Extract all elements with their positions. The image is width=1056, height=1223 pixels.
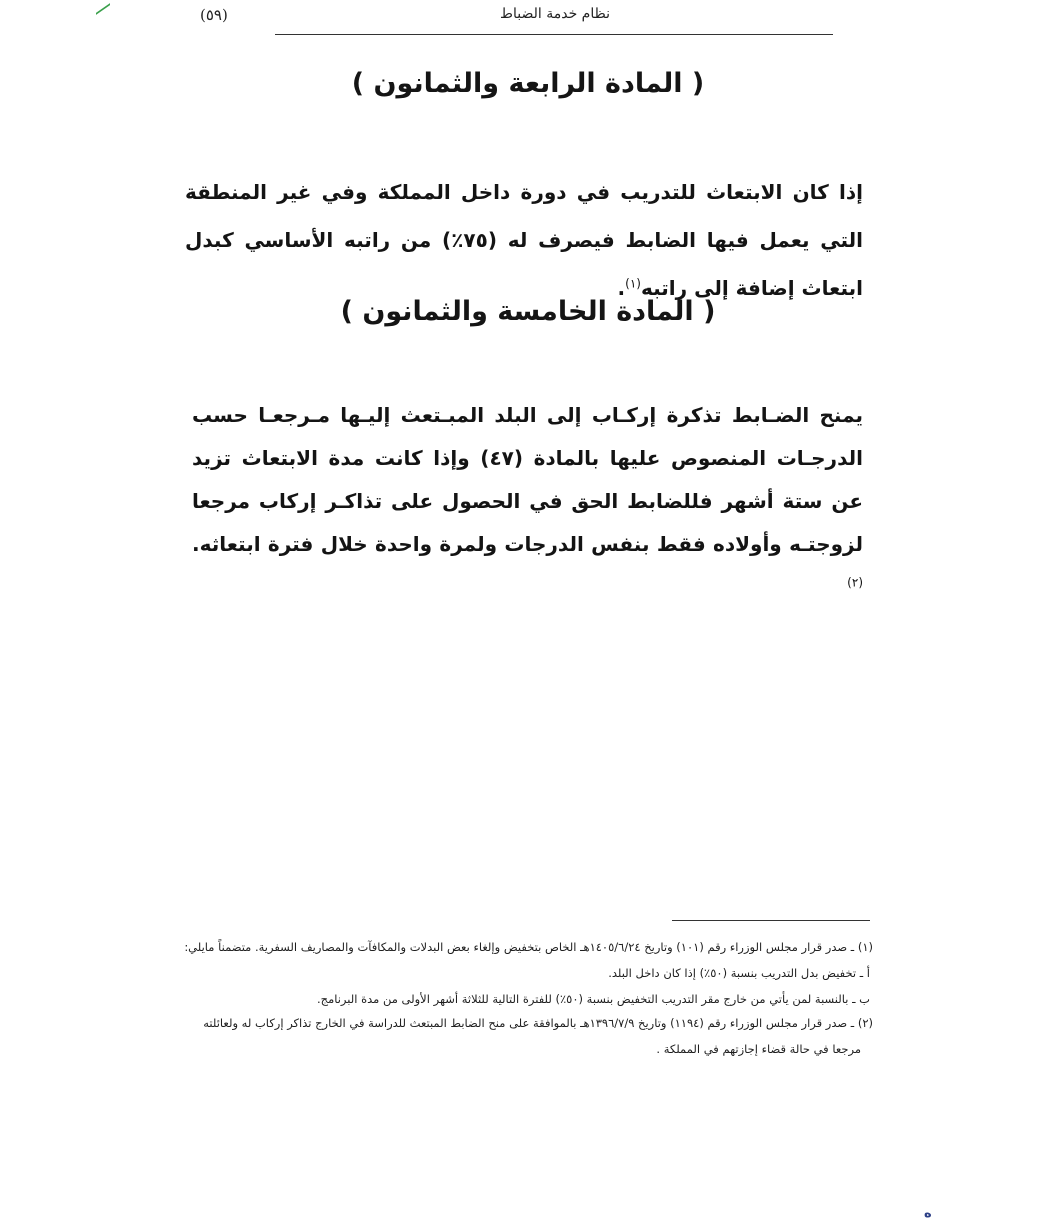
footnote-2-continuation: مرجعا في حالة قضاء إجازتهم في المملكة . (656, 1042, 861, 1056)
corner-letter-mark: ه (924, 1206, 932, 1221)
footnote-ref-1: (١) (625, 276, 641, 291)
page-header (190, 6, 835, 30)
footnote-divider (672, 920, 870, 921)
header-divider (275, 34, 833, 35)
footnote-1-item-a: أ ـ تخفيض بدل التدريب بنسبة (٥٠٪) إذا كان داخل البلد. (608, 966, 870, 980)
footnote-2: (٢) ـ صدر قرار مجلس الوزراء رقم (١١٩٤) وتاريخ ١٣٩٦/٧/٩هـ بالموافقة على منح الضابط المبتعث للدراسة في الخارج تذاكر إركاب له ولعائلته (203, 1016, 873, 1030)
footnote-ref-2: (٢) (847, 575, 863, 590)
article-85-body: يمنح الضـابط تذكرة إركـاب إلى البلد المبـتعث إليـها مـرجعـا حسب الدرجـات المنصوص عليها بالمادة (٤٧) وإذا كانت مدة الابتعاث تزيد عن ستة أشهر فللضابط الحق في الحصول على تذاكـر إركاب مرجعا لزوجتـه وأولاده فقط بنفس الدرجات ولمرة واحدة خلال فترة ابتعاثه. (192, 403, 863, 556)
footnote-1: (١) ـ صدر قرار مجلس الوزراء رقم (١٠١) وتاريخ ١٤٠٥/٦/٢٤هـ الخاص بتخفيض وإلغاء بعض البدلات والمكافآت والمصاريف السفرية. متضمناً مايلي: (184, 940, 873, 954)
article-84-heading: ( المادة الرابعة والثمانون ) (351, 68, 705, 99)
footnote-1-item-b: ب ـ بالنسبة لمن يأتي من خارج مقر التدريب التخفيض بنسبة (٥٠٪) للفترة التالية للثلاثة أشهر الأولى من مدة البرنامج. (316, 992, 870, 1006)
article-84-body: إذا كان الابتعاث للتدريب في دورة داخل المملكة وفي غير المنطقة التي يعمل فيها الضابط فيصرف له (٧٥٪) من راتبه الأساسي كبدل ابتعاث إضافة إلى راتبه (185, 180, 864, 300)
article-85-text (192, 394, 863, 609)
page-number: (٥٩) (200, 6, 228, 24)
running-title: نظام خدمة الضباط (500, 6, 610, 22)
article-85-heading: ( المادة الخامسة والثمانون ) (340, 296, 716, 327)
article-84-period: . (617, 276, 626, 300)
article-84-text (185, 168, 863, 312)
green-corner-mark (96, 0, 110, 15)
